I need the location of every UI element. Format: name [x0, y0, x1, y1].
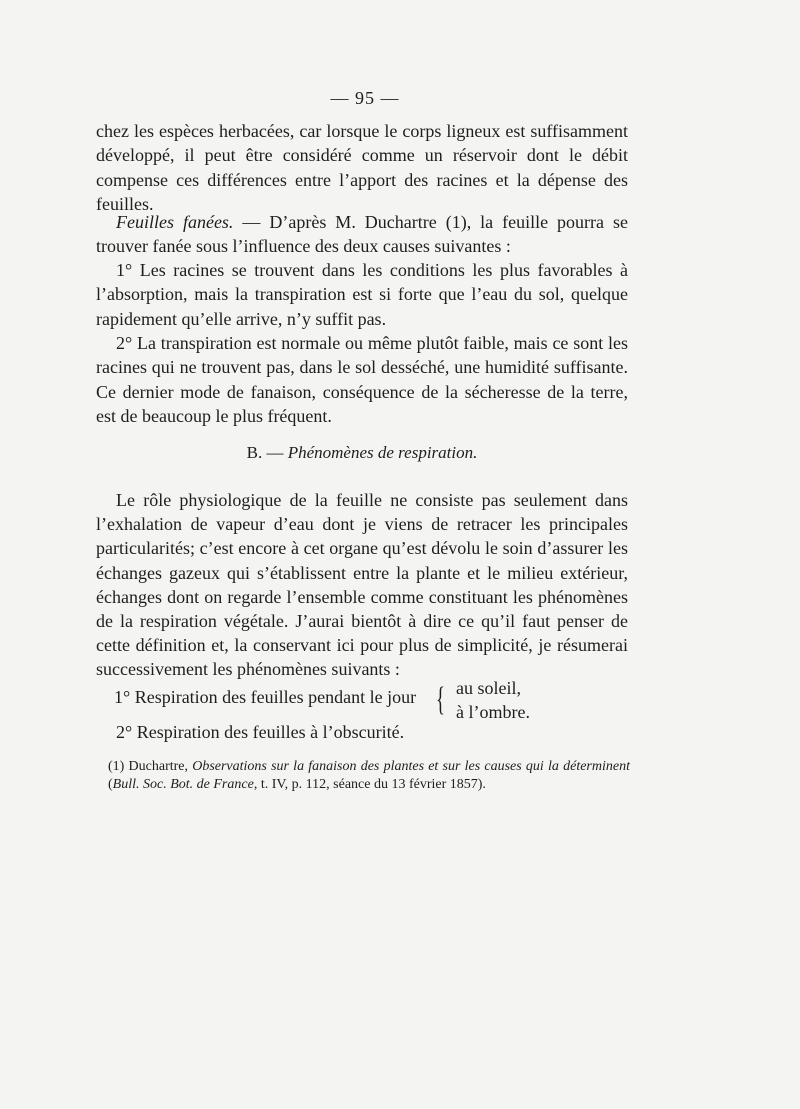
- footnote-prefix: (1) Duchartre,: [108, 759, 193, 774]
- section-label: B. —: [246, 443, 288, 462]
- paragraph-herbaceous: [96, 119, 628, 217]
- paragraph-text: Le rôle physiologique de la feuille ne consiste pas seulement dans l’exhalation de vapeur d’eau dont je viens de retracer les principales particularités; c’est encore à cet organe qu’est dévolu le soin d’assurer les échanges gazeux qui s’établissent entre la plante et le milieu extérieur, échanges dont on regarde l’ensemble comme constituant les phénomènes de la respiration végétale. J’aurai bientôt à dire ce qu’il faut penser de cette définition et, la conservant ici pour plus de simplicité, je résumerai successivement les phénomènes suivants :: [96, 490, 628, 680]
- paragraph-text: — D’après M. Duchartre (1), la feuille pourra se trouver fanée sous l’influence des deux causes suivantes :: [96, 212, 628, 257]
- curly-brace-icon: {: [436, 681, 445, 718]
- section-title: Phénomènes de respiration.: [287, 443, 478, 462]
- paragraph-cause-1: [96, 258, 628, 331]
- paragraph-text: 2° La transpiration est normale ou même plutôt faible, mais ce sont les racines qui ne trouvent pas, dans le sol desséché, une humidité suffisante. Ce dernier mode de fanaison, conséquence de la sécheresse de la terre, est de beaucoup le plus fréquent.: [96, 333, 628, 427]
- footnote-paren: (: [108, 777, 113, 792]
- paragraph-cause-2: [96, 331, 628, 429]
- respiration-item-2: 2° Respiration des feuilles à l’obscurité.: [116, 722, 405, 742]
- footnote-title: Observations sur la fanaison des plantes et sur les causes qui la déterminent: [192, 759, 630, 774]
- run-in-heading: Feuilles fanées.: [116, 212, 234, 232]
- option-sun: au soleil,: [456, 678, 521, 698]
- respiration-item-1: [96, 676, 628, 724]
- footnote-rest: , t. IV, p. 112, séance du 13 février 1857).: [253, 777, 486, 792]
- option-shade: à l’ombre.: [456, 702, 530, 722]
- respiration-item-1-label: 1° Respiration des feuilles pendant le jour: [114, 687, 417, 707]
- paragraph-text: 1° Les racines se trouvent dans les conditions les plus favorables à l’absorption, mais la transpiration est si forte que l’eau du sol, quelque rapidement qu’elle arrive, n’y suffit pas.: [96, 260, 628, 329]
- paragraph-feuilles-fanees: [96, 210, 628, 259]
- footnote-journal: Bull. Soc. Bot. de France: [112, 777, 254, 792]
- paragraph-respiration-intro: [96, 488, 628, 682]
- page-number: — 95 —: [330, 88, 400, 108]
- paragraph-text: chez les espèces herbacées, car lorsque le corps ligneux est suffisamment développé, il peut être considéré comme un réservoir dont le débit compense ces différences entre l’apport des racines et la dépense des feuilles.: [96, 121, 628, 215]
- section-heading: [96, 443, 628, 463]
- brace-options: [456, 676, 530, 724]
- footnote: [108, 758, 630, 794]
